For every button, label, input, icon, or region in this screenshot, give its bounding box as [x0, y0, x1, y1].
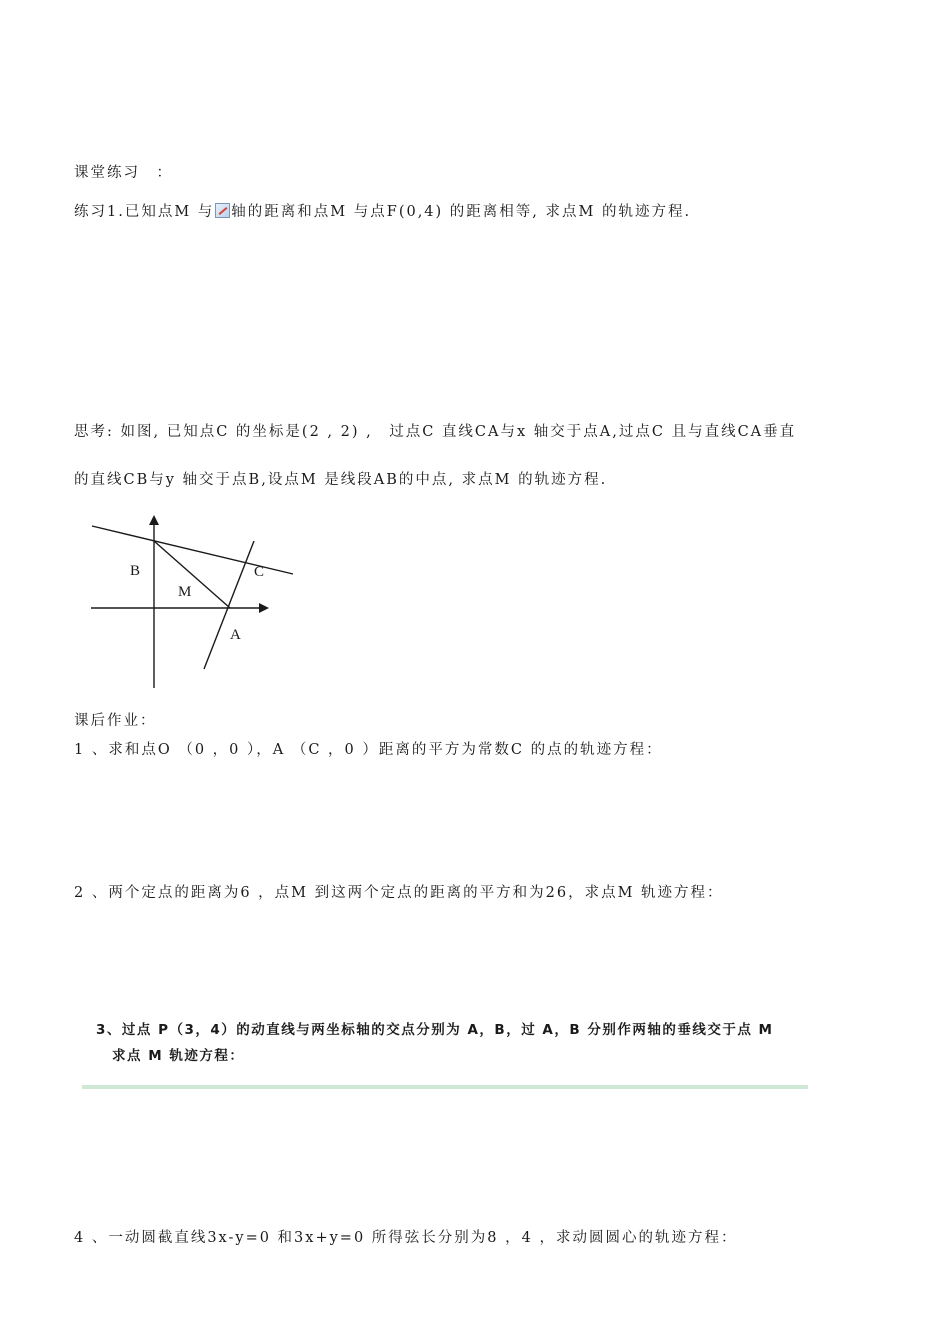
label-a: A: [230, 627, 241, 643]
exercise-1-text-before: 练习1.已知点M 与: [74, 204, 215, 220]
problem-2: 2 、两个定点的距离为6 ，点M 到这两个定点的距离的平方和为26，求点M 轨迹方程：: [74, 885, 724, 901]
thinking-line-2: 的直线CB与y 轴交于点B,设点M 是线段AB的中点, 求点M 的轨迹方程.: [74, 472, 608, 488]
section-heading-homework: 课后作业：: [74, 713, 157, 729]
problem-1: 1 、求和点O （0 ，0 ），A （C ，0 ）距离的平方为常数C 的点的轨迹方程：: [74, 742, 663, 758]
broken-image-icon: [215, 203, 230, 218]
label-c: C: [254, 564, 265, 580]
section-heading-classroom: 课堂练习 ：: [74, 165, 173, 181]
thinking-line-1: 思考: 如图, 已知点C 的坐标是(2 , 2) , 过点C 直线CA与x 轴交于点A,过点C 且与直线CA垂直: [74, 424, 797, 440]
geometry-figure: [85, 510, 300, 695]
segment-ab: [154, 541, 230, 608]
problem-4: 4 、一动圆截直线3x-y=0 和3x+y=0 所得弦长分别为8 ，4 ，求动圆圆心的轨迹方程：: [74, 1230, 738, 1246]
line-ca: [204, 541, 254, 669]
problem-3-line-1: 3、过点 P（3，4）的动直线与两坐标轴的交点分别为 A，B，过 A，B 分别作两轴的垂线交于点 M: [96, 1022, 774, 1038]
problem-3-line-2: 求点 M 轨迹方程：: [112, 1048, 245, 1064]
divider-line: [82, 1085, 808, 1089]
exercise-1-text-after: 轴的距离和点M 与点F(0,4) 的距离相等, 求点M 的轨迹方程.: [231, 204, 692, 220]
label-m: M: [178, 584, 192, 600]
label-b: B: [130, 563, 141, 579]
exercise-1: [74, 200, 691, 221]
